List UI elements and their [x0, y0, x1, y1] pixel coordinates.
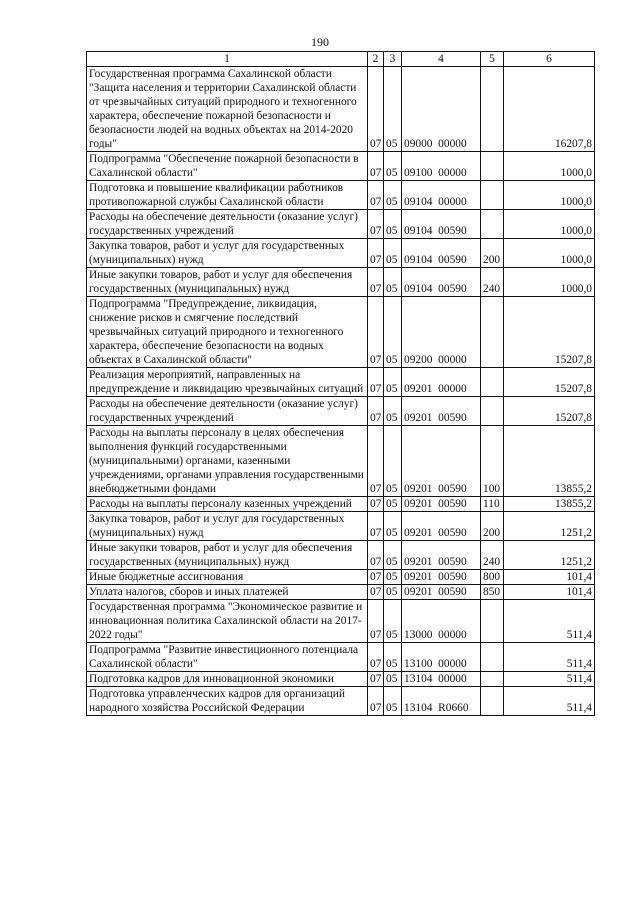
row-section-cell: 07	[368, 600, 384, 643]
row-name-cell: Подпрограмма "Обеспечение пожарной безопасности в Сахалинской области"	[87, 152, 368, 181]
row-name-cell: Подпрограмма "Развитие инвестиционного потенциала Сахалинской области"	[87, 643, 368, 672]
table-row	[87, 497, 595, 512]
row-amount-cell: 15207,8	[504, 368, 595, 397]
row-subsection-cell: 05	[384, 210, 402, 239]
row-name-cell: Расходы на выплаты персоналу в целях обеспечения выполнения функций государственными (муниципальными) органами, казенными учреждениями, органами управления государственными внебюджетными фондами	[87, 426, 368, 497]
table-row	[87, 512, 595, 541]
row-expense-type-cell	[481, 181, 504, 210]
row-section-cell: 07	[368, 268, 384, 297]
row-subsection-cell: 05	[384, 672, 402, 687]
row-expense-type-cell	[481, 397, 504, 426]
row-amount-cell: 1251,2	[504, 512, 595, 541]
table-row	[87, 687, 595, 716]
table-row	[87, 239, 595, 268]
row-amount-cell: 13855,2	[504, 426, 595, 497]
row-expense-type-cell: 240	[481, 541, 504, 570]
row-expense-type-cell: 200	[481, 239, 504, 268]
column-header: 5	[481, 52, 504, 67]
row-subsection-cell: 05	[384, 497, 402, 512]
table-row	[87, 181, 595, 210]
row-target-article-cell: 09201 00590	[402, 397, 481, 426]
row-amount-cell: 16207,8	[504, 67, 595, 152]
row-amount-cell: 1000,0	[504, 268, 595, 297]
table-row	[87, 152, 595, 181]
table-row	[87, 585, 595, 600]
row-name-cell: Подготовка кадров для инновационной экономики	[87, 672, 368, 687]
row-section-cell: 07	[368, 570, 384, 585]
row-name-cell: Закупка товаров, работ и услуг для государственных (муниципальных) нужд	[87, 512, 368, 541]
row-subsection-cell: 05	[384, 67, 402, 152]
row-target-article-cell: 09000 00000	[402, 67, 481, 152]
row-section-cell: 07	[368, 239, 384, 268]
row-name-cell: Иные закупки товаров, работ и услуг для обеспечения государственных (муниципальных) нужд	[87, 541, 368, 570]
table-row	[87, 600, 595, 643]
row-subsection-cell: 05	[384, 687, 402, 716]
table-row	[87, 672, 595, 687]
table-body	[87, 67, 595, 716]
row-subsection-cell: 05	[384, 600, 402, 643]
table-row	[87, 268, 595, 297]
row-name-cell: Расходы на обеспечение деятельности (оказание услуг) государственных учреждений	[87, 397, 368, 426]
row-subsection-cell: 05	[384, 368, 402, 397]
row-expense-type-cell	[481, 600, 504, 643]
row-expense-type-cell: 850	[481, 585, 504, 600]
row-amount-cell: 101,4	[504, 570, 595, 585]
budget-table	[86, 51, 595, 716]
row-section-cell: 07	[368, 210, 384, 239]
row-name-cell: Расходы на обеспечение деятельности (оказание услуг) государственных учреждений	[87, 210, 368, 239]
row-amount-cell: 511,4	[504, 672, 595, 687]
table-row	[87, 643, 595, 672]
row-expense-type-cell	[481, 67, 504, 152]
row-target-article-cell: 13104 00000	[402, 672, 481, 687]
row-target-article-cell: 09200 00000	[402, 297, 481, 368]
row-expense-type-cell	[481, 297, 504, 368]
row-amount-cell: 101,4	[504, 585, 595, 600]
column-header: 6	[504, 52, 595, 67]
row-section-cell: 07	[368, 497, 384, 512]
row-expense-type-cell	[481, 672, 504, 687]
table-row	[87, 426, 595, 497]
row-subsection-cell: 05	[384, 297, 402, 368]
row-name-cell: Иные бюджетные ассигнования	[87, 570, 368, 585]
column-header: 1	[87, 52, 368, 67]
row-section-cell: 07	[368, 585, 384, 600]
row-section-cell: 07	[368, 368, 384, 397]
row-expense-type-cell: 800	[481, 570, 504, 585]
row-amount-cell: 1000,0	[504, 152, 595, 181]
row-name-cell: Закупка товаров, работ и услуг для государственных (муниципальных) нужд	[87, 239, 368, 268]
table-header-row	[87, 52, 595, 67]
row-target-article-cell: 09201 00000	[402, 368, 481, 397]
row-target-article-cell: 09201 00590	[402, 570, 481, 585]
row-expense-type-cell	[481, 643, 504, 672]
row-section-cell: 07	[368, 67, 384, 152]
row-amount-cell: 15207,8	[504, 297, 595, 368]
row-expense-type-cell	[481, 152, 504, 181]
row-target-article-cell: 09201 00590	[402, 585, 481, 600]
row-expense-type-cell	[481, 210, 504, 239]
table-row	[87, 368, 595, 397]
row-section-cell: 07	[368, 152, 384, 181]
row-name-cell: Реализация мероприятий, направленных на предупреждение и ликвидацию чрезвычайных ситуаций	[87, 368, 368, 397]
row-expense-type-cell	[481, 368, 504, 397]
row-target-article-cell: 13100 00000	[402, 643, 481, 672]
row-amount-cell: 511,4	[504, 687, 595, 716]
table-row	[87, 397, 595, 426]
row-subsection-cell: 05	[384, 268, 402, 297]
table-row	[87, 570, 595, 585]
row-expense-type-cell: 100	[481, 426, 504, 497]
row-target-article-cell: 09104 00000	[402, 181, 481, 210]
table-row	[87, 297, 595, 368]
row-section-cell: 07	[368, 512, 384, 541]
row-amount-cell: 1000,0	[504, 181, 595, 210]
row-section-cell: 07	[368, 687, 384, 716]
row-target-article-cell: 09104 00590	[402, 239, 481, 268]
row-target-article-cell: 13104 R0660	[402, 687, 481, 716]
row-subsection-cell: 05	[384, 152, 402, 181]
table-row	[87, 541, 595, 570]
row-subsection-cell: 05	[384, 397, 402, 426]
row-expense-type-cell: 200	[481, 512, 504, 541]
row-amount-cell: 511,4	[504, 600, 595, 643]
row-subsection-cell: 05	[384, 181, 402, 210]
column-header: 4	[402, 52, 481, 67]
column-header: 2	[368, 52, 384, 67]
row-name-cell: Государственная программа "Экономическое развитие и инновационная политика Сахалинской области на 2017-2022 годы"	[87, 600, 368, 643]
row-section-cell: 07	[368, 672, 384, 687]
row-section-cell: 07	[368, 397, 384, 426]
row-amount-cell: 13855,2	[504, 497, 595, 512]
row-subsection-cell: 05	[384, 541, 402, 570]
row-subsection-cell: 05	[384, 239, 402, 268]
table-row	[87, 67, 595, 152]
row-target-article-cell: 09104 00590	[402, 268, 481, 297]
row-target-article-cell: 09100 00000	[402, 152, 481, 181]
row-target-article-cell: 09201 00590	[402, 512, 481, 541]
page-number: 190	[311, 35, 329, 49]
row-subsection-cell: 05	[384, 570, 402, 585]
row-name-cell: Подпрограмма "Предупреждение, ликвидация, снижение рисков и смягчение последствий чрезвычайных ситуаций природного и техногенного характера, обеспечение безопасности на водных объектах в Сахалинской области"	[87, 297, 368, 368]
row-name-cell: Государственная программа Сахалинской области "Защита населения и территории Сахалинской области от чрезвычайных ситуаций природного и техногенного характера, обеспечение пожарной безопасности и безопасности людей на водных объектах на 2014-2020 годы"	[87, 67, 368, 152]
row-amount-cell: 1000,0	[504, 239, 595, 268]
row-amount-cell: 1000,0	[504, 210, 595, 239]
row-target-article-cell: 09201 00590	[402, 497, 481, 512]
row-target-article-cell: 09201 00590	[402, 426, 481, 497]
row-section-cell: 07	[368, 541, 384, 570]
row-section-cell: 07	[368, 297, 384, 368]
column-header: 3	[384, 52, 402, 67]
row-section-cell: 07	[368, 426, 384, 497]
row-name-cell: Подготовка управленческих кадров для организаций народного хозяйства Российской Федерации	[87, 687, 368, 716]
row-amount-cell: 1251,2	[504, 541, 595, 570]
row-expense-type-cell	[481, 687, 504, 716]
row-name-cell: Уплата налогов, сборов и иных платежей	[87, 585, 368, 600]
row-subsection-cell: 05	[384, 512, 402, 541]
row-name-cell: Подготовка и повышение квалификации работников противопожарной службы Сахалинской области	[87, 181, 368, 210]
row-expense-type-cell: 110	[481, 497, 504, 512]
row-section-cell: 07	[368, 643, 384, 672]
row-subsection-cell: 05	[384, 585, 402, 600]
row-subsection-cell: 05	[384, 426, 402, 497]
row-expense-type-cell: 240	[481, 268, 504, 297]
row-target-article-cell: 13000 00000	[402, 600, 481, 643]
row-target-article-cell: 09104 00590	[402, 210, 481, 239]
row-name-cell: Расходы на выплаты персоналу казенных учреждений	[87, 497, 368, 512]
table-row	[87, 210, 595, 239]
row-section-cell: 07	[368, 181, 384, 210]
row-name-cell: Иные закупки товаров, работ и услуг для обеспечения государственных (муниципальных) нужд	[87, 268, 368, 297]
row-target-article-cell: 09201 00590	[402, 541, 481, 570]
row-subsection-cell: 05	[384, 643, 402, 672]
row-amount-cell: 511,4	[504, 643, 595, 672]
row-amount-cell: 15207,8	[504, 397, 595, 426]
